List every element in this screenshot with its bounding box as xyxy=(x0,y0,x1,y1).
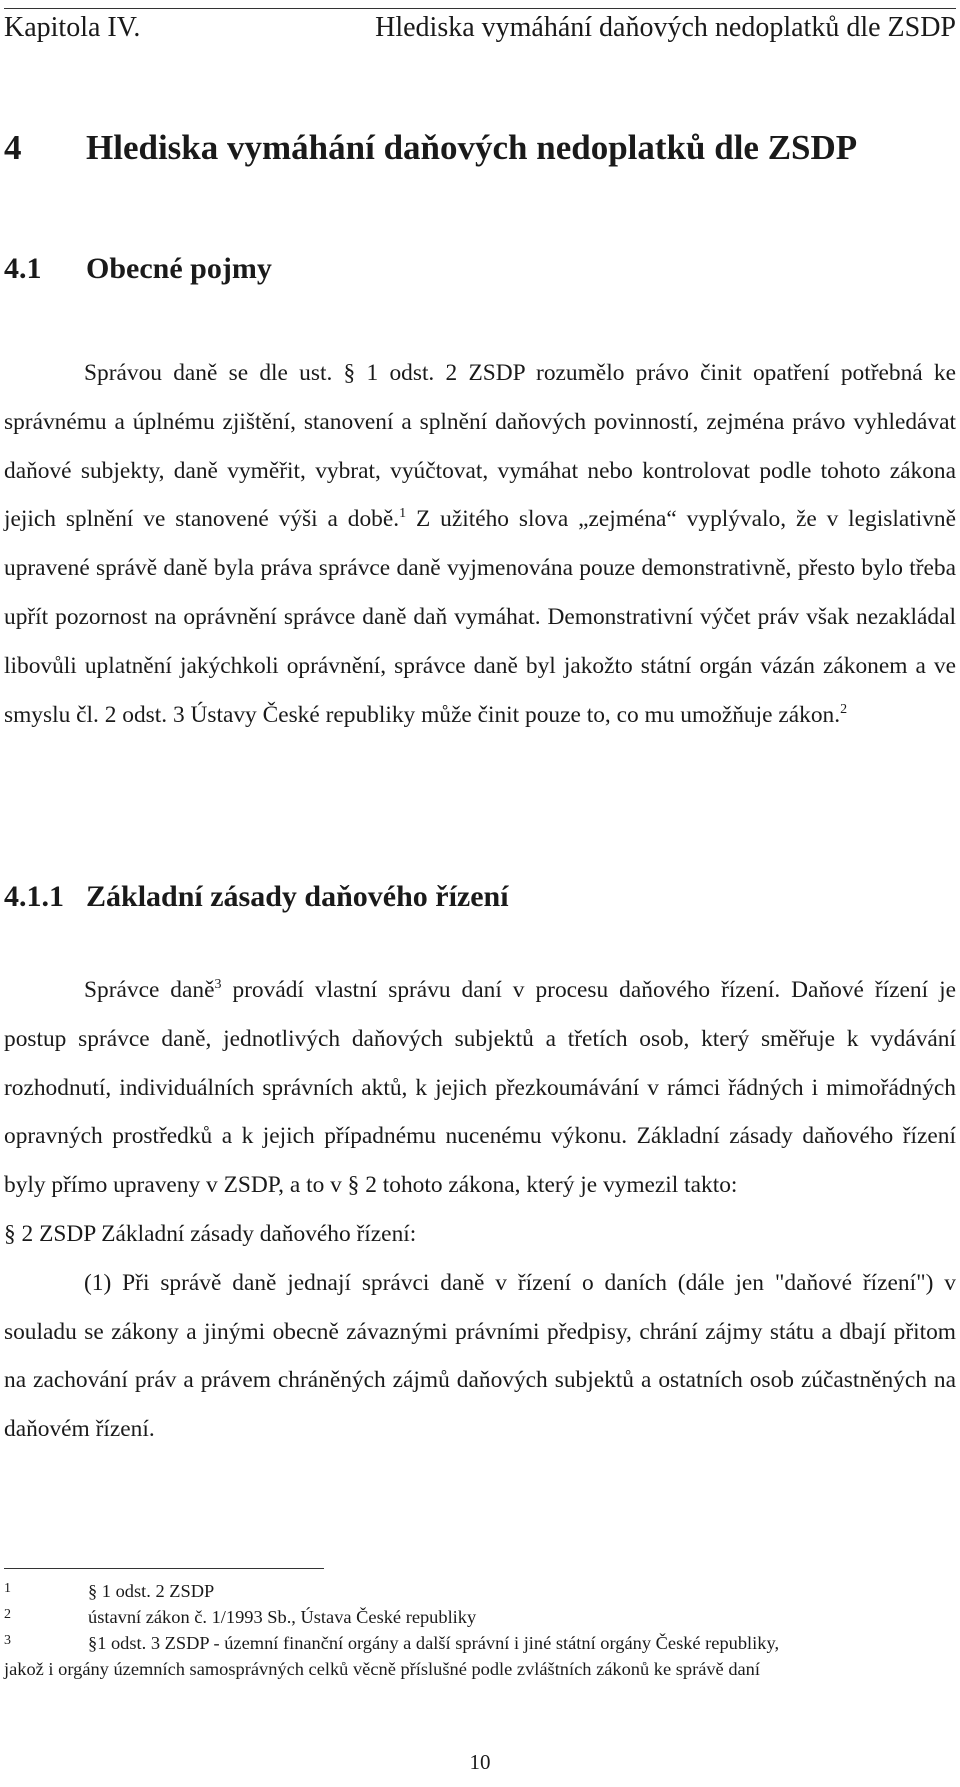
footnote-3-number: 3 xyxy=(4,1633,11,1648)
paragraph-general-terms xyxy=(4,349,956,739)
heading-1-number: 4 xyxy=(4,128,22,167)
heading-2-title: Obecné pojmy xyxy=(86,252,272,285)
header-chapter-title: Hlediska vymáhání daňových nedoplatků dle ZSDP xyxy=(375,12,956,43)
heading-1-title: Hlediska vymáhání daňových nedoplatků dle ZSDP xyxy=(86,128,858,167)
heading-3-title: Základní zásady daňového řízení xyxy=(86,880,509,913)
footnote-ref-1: 1 xyxy=(399,506,407,522)
footnote-2-number: 2 xyxy=(4,1607,11,1622)
paragraph-1-part-1: Správou daně se dle ust. § 1 odst. 2 ZSDP rozumělo právo činit opatření potřebná ke správnému a úplnému zjištění, stanovení a splnění daňových povinností, zejména právo vyhledávat daňové subjekty, daně vyměřit, vybrat, vyúčtovat, vymáhat nebo kontrolovat podle tohoto zákona jejich splnění ve stanovené výši a době. xyxy=(4,360,956,533)
footnote-3 xyxy=(4,1630,956,1682)
paragraph-1 xyxy=(4,349,956,739)
footnote-3-continuation: jakož i orgány územních samosprávných celků věcně příslušné podle zvláštních zákonů ke správě daní xyxy=(4,1659,760,1679)
heading-level-2 xyxy=(4,252,272,286)
footnote-1-text: § 1 odst. 2 ZSDP xyxy=(88,1581,215,1601)
footnote-ref-2: 2 xyxy=(840,701,848,717)
header-rule xyxy=(4,8,956,9)
footnote-1 xyxy=(4,1578,956,1604)
heading-2-number: 4.1 xyxy=(4,252,42,285)
heading-level-1 xyxy=(4,128,857,168)
paragraph-1-part-2: Z užitého slova „zejména“ vyplývalo, že v legislativně upravené správě daně byla práva správce daně vyjmenována pouze demonstrativně, přesto bylo třeba upřít pozornost na oprávnění správce daně daň vymáhat. Demonstrativní výčet práv však nezakládal libovůli uplatnění jakýchkoli oprávnění, správce daně byl jakožto státní orgán vázán zákonem a ve smyslu čl. 2 odst. 3 Ústavy České republiky může činit pouze to, co mu umožňuje zákon. xyxy=(4,506,956,728)
paragraph-2 xyxy=(4,966,956,1210)
running-header xyxy=(4,8,956,48)
footnote-2-text: ústavní zákon č. 1/1993 Sb., Ústava České republiky xyxy=(88,1607,477,1627)
heading-3-number: 4.1.1 xyxy=(4,880,64,913)
paragraph-principles xyxy=(4,966,956,1454)
quote-heading: § 2 ZSDP Základní zásady daňového řízení: xyxy=(4,1220,417,1247)
header-chapter: Kapitola IV. xyxy=(4,12,141,43)
footnote-separator xyxy=(4,1568,324,1569)
page-number: 10 xyxy=(469,1750,491,1774)
paragraph-2-part-2: provádí vlastní správu daní v procesu daňového řízení. Daňové řízení je postup správce daně, jednotlivých daňových subjektů a třetích osob, který směřuje k vydávání rozhodnutí, individuálních správních aktů, k jejich přezkoumávání v rámci řádných i mimořádných opravných prostředků a k jejich případnému nucenému výkonu. Základní zásady daňového řízení byly přímo upraveny v ZSDP, a to v § 2 tohoto zákona, který je vymezil takto: xyxy=(4,977,956,1199)
quote-text: (1) Při správě daně jednají správci daně v řízení o daních (dále jen "daňové řízení") v souladu se zákony a jinými obecně závaznými právními předpisy, chrání zájmy státu a dbají přitom na zachování práv a právem chráněných zájmů daňových subjektů a ostatních osob zúčastněných na daňovém řízení. xyxy=(4,1269,956,1443)
paragraph-2-part-1: Správce daně xyxy=(84,977,215,1003)
footnote-2 xyxy=(4,1604,956,1630)
heading-level-3 xyxy=(4,880,509,914)
footnote-1-number: 1 xyxy=(4,1581,11,1596)
footnote-3-text: §1 odst. 3 ZSDP - územní finanční orgány a další správní i jiné státní orgány České republiky, xyxy=(88,1633,780,1653)
footnotes xyxy=(4,1578,956,1682)
footnote-ref-3: 3 xyxy=(214,977,222,993)
